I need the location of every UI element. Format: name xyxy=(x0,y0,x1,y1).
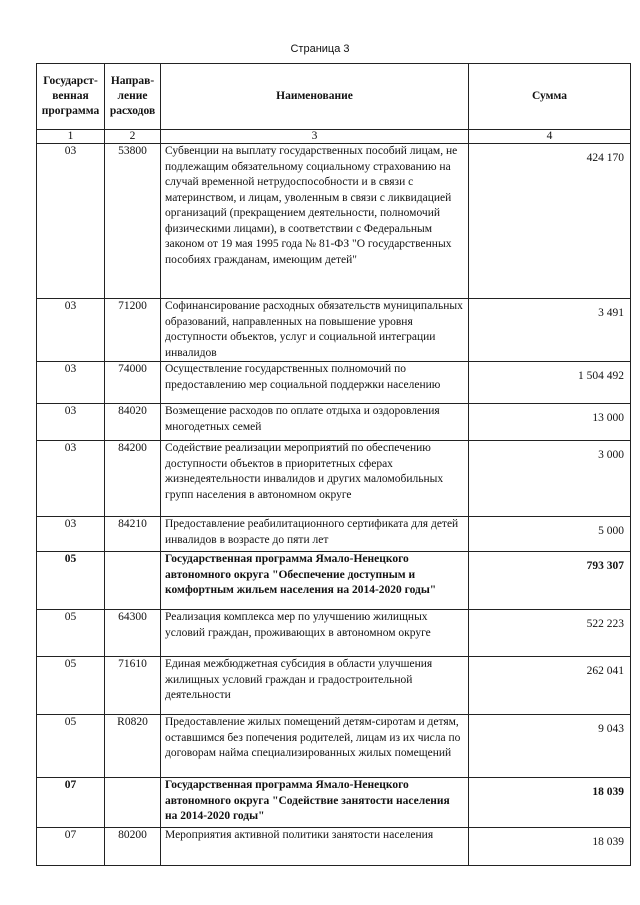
header-direction: Направ-ление расходов xyxy=(105,64,161,130)
row-name: Реализация комплекса мер по улучшению жилищных условий граждан, проживающих в автономном округе xyxy=(161,610,469,657)
program-code: 03 xyxy=(37,441,105,517)
row-name: Мероприятия активной политики занятости населения xyxy=(161,828,469,866)
direction-code: 64300 xyxy=(105,610,161,657)
column-number: 3 xyxy=(161,130,469,144)
column-number: 2 xyxy=(105,130,161,144)
budget-table xyxy=(36,63,631,866)
program-code: 05 xyxy=(37,610,105,657)
program-code: 03 xyxy=(37,517,105,552)
program-code: 03 xyxy=(37,299,105,362)
program-total-row xyxy=(37,778,631,828)
row-sum: 522 223 xyxy=(469,610,631,657)
row-sum: 262 041 xyxy=(469,657,631,715)
table-row xyxy=(37,362,631,404)
row-sum: 3 491 xyxy=(469,299,631,362)
row-sum: 13 000 xyxy=(469,404,631,441)
program-code: 03 xyxy=(37,362,105,404)
direction-code: 84020 xyxy=(105,404,161,441)
header-sum: Сумма xyxy=(469,64,631,130)
column-number: 4 xyxy=(469,130,631,144)
header-name: Наименование xyxy=(161,64,469,130)
direction-code xyxy=(105,778,161,828)
row-sum: 3 000 xyxy=(469,441,631,517)
program-code: 05 xyxy=(37,657,105,715)
row-name: Предоставление реабилитационного сертификата для детей инвалидов в возрасте до пяти лет xyxy=(161,517,469,552)
direction-code: R0820 xyxy=(105,715,161,778)
table-row xyxy=(37,144,631,299)
table-row xyxy=(37,517,631,552)
row-sum: 793 307 xyxy=(469,552,631,610)
row-name: Софинансирование расходных обязательств муниципальных образований, направленных на повышение уровня доступности объектов, услуг и социальной интеграции инвалидов xyxy=(161,299,469,362)
program-total-row xyxy=(37,552,631,610)
row-name: Государственная программа Ямало-Ненецкого автономного округа "Содействие занятости населения на 2014-2020 годы" xyxy=(161,778,469,828)
row-name: Предоставление жилых помещений детям-сиротам и детям, оставшимся без попечения родителей, лицам из их числа по договорам найма специализированных жилых помещений xyxy=(161,715,469,778)
header-program: Государст-венная программа xyxy=(37,64,105,130)
direction-code: 74000 xyxy=(105,362,161,404)
row-name: Осуществление государственных полномочий по предоставлению мер социальной поддержки населению xyxy=(161,362,469,404)
row-sum: 18 039 xyxy=(469,778,631,828)
program-code: 03 xyxy=(37,404,105,441)
row-name: Субвенции на выплату государственных пособий лицам, не подлежащим обязательному социальному страхованию на случай временной нетрудоспособности и в связи с материнством, и лицам, уволенным в связи с ликвидацией организаций (прекращением деятельности, полномочий физическими лицами), в соответствии с Федеральным законом от 19 мая 1995 года № 81-ФЗ "О государственных пособиях гражданам, имеющим детей" xyxy=(161,144,469,299)
row-sum: 1 504 492 xyxy=(469,362,631,404)
program-code: 05 xyxy=(37,552,105,610)
row-name: Единая межбюджетная субсидия в области улучшения жилищных условий граждан и градостроительной деятельности xyxy=(161,657,469,715)
direction-code: 84200 xyxy=(105,441,161,517)
table-row xyxy=(37,715,631,778)
program-code: 07 xyxy=(37,778,105,828)
direction-code: 71200 xyxy=(105,299,161,362)
row-sum: 18 039 xyxy=(469,828,631,866)
column-number: 1 xyxy=(37,130,105,144)
table-row xyxy=(37,441,631,517)
program-code: 07 xyxy=(37,828,105,866)
table-row xyxy=(37,610,631,657)
row-name: Содействие реализации мероприятий по обеспечению доступности объектов в приоритетных сферах жизнедеятельности инвалидов и других маломобильных групп населения в автономном округе xyxy=(161,441,469,517)
table-row xyxy=(37,828,631,866)
row-name: Государственная программа Ямало-Ненецкого автономного округа "Обеспечение доступным и комфортным жильем населения на 2014-2020 годы" xyxy=(161,552,469,610)
direction-code: 84210 xyxy=(105,517,161,552)
direction-code: 53800 xyxy=(105,144,161,299)
header-row xyxy=(37,64,631,130)
direction-code: 80200 xyxy=(105,828,161,866)
page-title: Страница 3 xyxy=(290,43,350,55)
program-code: 03 xyxy=(37,144,105,299)
row-sum: 9 043 xyxy=(469,715,631,778)
table-row xyxy=(37,404,631,441)
column-number-row xyxy=(37,130,631,144)
program-code: 05 xyxy=(37,715,105,778)
row-sum: 5 000 xyxy=(469,517,631,552)
direction-code xyxy=(105,552,161,610)
table-row xyxy=(37,657,631,715)
row-sum: 424 170 xyxy=(469,144,631,299)
row-name: Возмещение расходов по оплате отдыха и оздоровления многодетных семей xyxy=(161,404,469,441)
direction-code: 71610 xyxy=(105,657,161,715)
table-row xyxy=(37,299,631,362)
